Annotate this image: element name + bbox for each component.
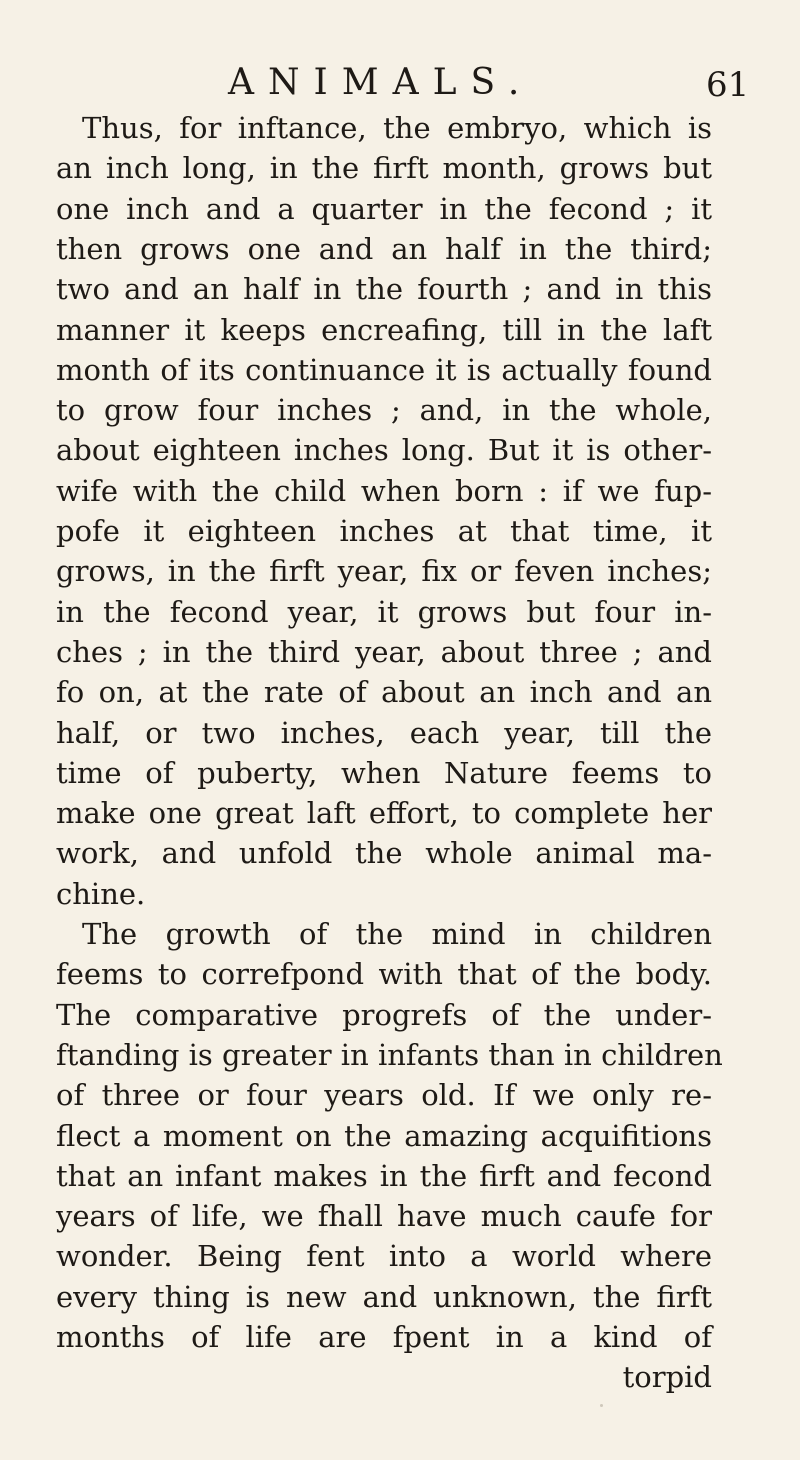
text-line: half, or two inches, each year, till the [56, 715, 712, 750]
text-line: about eighteen inches long. But it is other- [56, 433, 712, 468]
text-line: time of puberty, when Nature feems to [56, 755, 712, 790]
text-line: then grows one and an half in the third; [56, 231, 712, 266]
text-line: wonder. Being fent into a world where [56, 1239, 712, 1274]
text-line: two and an half in the fourth ; and in this [56, 272, 712, 307]
text-line: wife with the child when born : if we fup- [56, 473, 712, 508]
text-line: grows, in the firft year, fix or feven inches; [56, 554, 712, 589]
running-title: ANIMALS. [228, 62, 534, 103]
text-line: ftanding is greater in infants than in children [56, 1037, 723, 1072]
text-line: to grow four inches ; and, in the whole, [56, 393, 712, 428]
text-line: in the fecond year, it grows but four in- [56, 594, 712, 629]
text-line: chine. [56, 876, 146, 911]
catchword: torpid [622, 1360, 712, 1395]
paper-speck [422, 612, 424, 614]
text-line: The comparative progrefs of the under- [56, 997, 712, 1032]
text-line: feems to correfpond with that of the body. [56, 957, 712, 992]
page-number: 61 [706, 65, 750, 105]
running-head [0, 58, 800, 108]
text-line: pofe it eighteen inches at that time, it [56, 514, 712, 548]
text-line: one inch and a quarter in the fecond ; it [56, 191, 712, 226]
text-line: years of life, we fhall have much caufe for [56, 1199, 712, 1234]
text-line: make one great laft effort, to complete her [56, 796, 712, 831]
text-line: month of its continuance it is actually found [56, 352, 712, 387]
text-line: Thus, for inftance, the embryo, which is [82, 111, 712, 145]
text-line: an inch long, in the firft month, grows but [56, 151, 712, 186]
text-line: that an infant makes in the firft and fecond [56, 1158, 712, 1193]
text-line: flect a moment on the amazing acquifitions [56, 1118, 712, 1153]
text-line: of three or four years old. If we only re- [56, 1078, 712, 1113]
text-line: every thing is new and unknown, the firft [56, 1279, 712, 1314]
text-line: ches ; in the third year, about three ; and [56, 634, 712, 669]
text-line: The growth of the mind in children [82, 917, 712, 951]
paper-speck [600, 1404, 603, 1407]
text-line: fo on, at the rate of about an inch and an [56, 675, 712, 710]
text-line: months of life are fpent in a kind of [56, 1320, 712, 1354]
text-line: manner it keeps encreafing, till in the laft [56, 312, 712, 347]
text-line: work, and unfold the whole animal ma- [56, 836, 712, 871]
